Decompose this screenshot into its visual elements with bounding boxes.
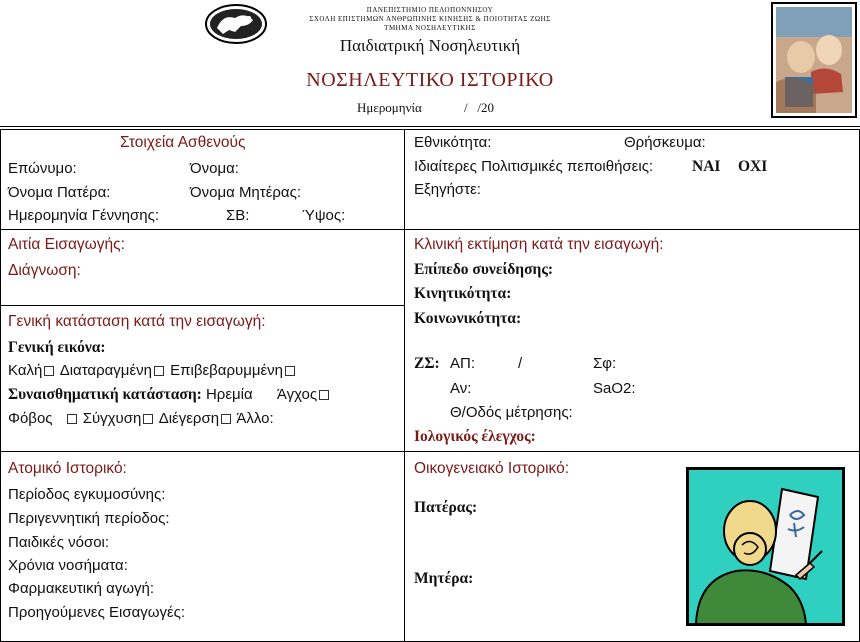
childhood-diseases-field: Παιδικές νόσοι: [8,534,110,551]
option-fear: Φόβος [8,410,53,427]
option-good: Καλή [8,362,43,379]
writing-person-clipart [686,467,845,626]
department-name: ΤΜΗΜΑ ΝΟΣΗΛΕΥΤΙΚΗΣ [384,24,476,32]
general-condition-heading: Γενική κατάσταση κατά την εισαγωγή: [8,313,266,330]
checkbox-burdened[interactable] [285,366,295,376]
checkbox-good[interactable] [44,366,54,376]
sao2-field: SaO2: [593,380,636,397]
previous-admissions-field: Προηγούμενες Εισαγωγές: [8,604,186,621]
dob-field: Ημερομηνία Γέννησης: [8,207,159,224]
nationality-field: Εθνικότητα: [414,134,492,151]
emotional-state-row [8,386,331,404]
checkbox-anxiety[interactable] [319,390,329,400]
option-calm: Ηρεμία [205,386,253,403]
height-field: Ύψος: [302,207,346,224]
cultural-beliefs-field: Ιδιαίτερες Πολιτισμικές πεποιθήσεις: [414,158,654,175]
chronic-diseases-field: Χρόνια νοσήματα: [8,557,128,574]
mother-name-field: Όνομα Μητέρας: [190,184,301,201]
general-picture-label: Γενική εικόνα: [8,339,106,356]
sociability-label: Κοινωνικότητα: [414,310,522,327]
page-title: ΝΟΣΗΛΕΥΤΙΚΟ ΙΣΤΟΡΙΚΟ [306,69,554,91]
university-name: ΠΑΝΕΠΙΣΤΗΜΙΟ ΠΕΛΟΠΟΝΝΗΣΟΥ [366,6,494,14]
diagnosis-heading: Διάγνωση: [8,262,81,279]
consciousness-label: Επίπεδο συνείδησης: [414,261,554,278]
clinical-assessment-heading: Κλινική εκτίμηση κατά την εισαγωγή: [414,236,664,253]
lab-tests-label: Ιολογικός έλεγχος: [414,428,536,445]
father-history-label: Πατέρας: [414,499,478,516]
respiration-field: Αν: [450,380,472,397]
bp-field: ΑΠ: [450,355,476,372]
religion-field: Θρήσκευμα: [624,134,706,151]
checkbox-fear[interactable] [67,414,77,424]
checkbox-disturbed[interactable] [154,366,164,376]
explain-field: Εξηγήστε: [414,181,481,198]
mother-history-label: Μητέρα: [414,570,474,587]
date-value: / /20 [464,100,494,115]
medication-field: Φαρμακευτική αγωγή: [8,580,155,597]
option-anxiety: Άγχος [276,386,318,403]
beliefs-yes-option[interactable]: ΝΑΙ [692,158,721,175]
option-confusion: Σύγχυση [82,410,142,427]
temperature-field: Θ/Οδός μέτρησης: [450,404,573,421]
emotional-state-label: Συναισθηματική κατάσταση: [8,386,202,403]
vitals-label: ΖΣ: [414,355,440,372]
surname-field: Επώνυμο: [8,160,77,177]
family-history-heading: Οικογενειακό Ιστορικό: [414,460,570,477]
bp-separator: / [518,355,523,372]
general-picture-options [8,362,297,379]
perinatal-field: Περιγεννητική περίοδος: [8,510,170,527]
personal-history-heading: Ατομικό Ιστορικό: [8,460,127,477]
option-other: Άλλο: [236,410,274,427]
weight-field: ΣΒ: [226,207,250,224]
mobility-label: Κινητικότητα: [414,285,512,302]
date-label: Ημερομηνία [357,100,422,115]
patient-heading: Στοιχεία Ασθενούς [120,134,246,151]
admission-cause-heading: Αιτία Εισαγωγής: [8,236,125,253]
option-burdened: Επιβεβαρυμμένη [170,362,284,379]
beliefs-no-option[interactable]: ΟΧΙ [738,158,768,175]
heart-rate-field: Σφ: [593,355,617,372]
checkbox-agitation[interactable] [221,414,231,424]
checkbox-confusion[interactable] [143,414,153,424]
option-disturbed: Διαταραγμένη [59,362,152,379]
nurse-child-photo [771,2,857,118]
emotional-options-row [8,410,274,427]
pregnancy-field: Περίοδος εγκυμοσύνης: [8,486,166,503]
name-field: Όνομα: [190,160,239,177]
father-name-field: Όνομα Πατέρα: [8,184,111,201]
school-name: ΣΧΟΛΗ ΕΠΙΣΤΗΜΩΝ ΑΝΘΡΩΠΙΝΗΣ ΚΙΝΗΣΗΣ & ΠΟΙΟΤΗΤΑΣ ΖΩΗΣ [309,15,551,23]
subject-title: Παιδιατρική Νοσηλευτική [339,36,521,55]
option-agitation: Διέγερση [158,410,220,427]
